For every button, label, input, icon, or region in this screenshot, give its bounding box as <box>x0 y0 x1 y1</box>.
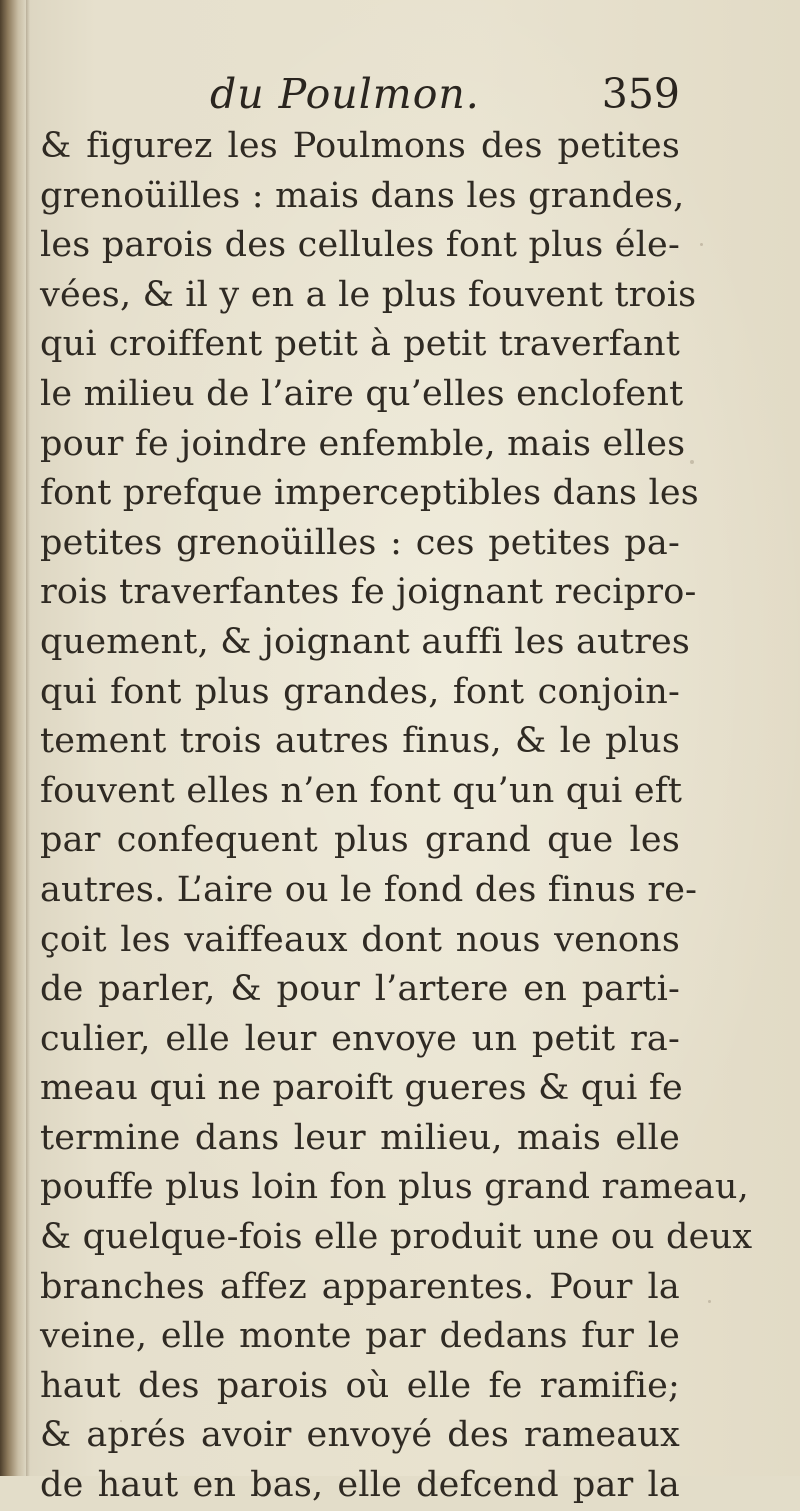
text-line: haut des parois où elle fe ramifie; <box>40 1365 680 1406</box>
text-line: fouvent elles n’en font qu’un qui eft <box>40 770 683 811</box>
text-line: font prefque imperceptibles dans les <box>40 473 699 514</box>
text-line: qui croiffent petit à petit traverfant <box>40 324 680 365</box>
text-line: grenoüilles : mais dans les grandes, <box>40 175 685 216</box>
text-line: & quelque-fois elle produit une ou deux <box>40 1217 753 1258</box>
text-line: termine dans leur milieu, mais elle <box>40 1117 680 1158</box>
running-title: du Poulmon. <box>210 70 480 118</box>
text-line: tement trois autres finus, & le plus <box>40 721 680 762</box>
paper-speck <box>700 243 703 246</box>
text-line: petites grenoüilles : ces petites pa- <box>40 522 680 563</box>
text-line: par confequent plus grand que les <box>40 820 680 861</box>
binding-gutter <box>0 0 26 1476</box>
text-line: veine, elle monte par dedans fur le <box>40 1316 680 1357</box>
text-line: meau qui ne paroift gueres & qui fe <box>40 1068 683 1109</box>
text-line: le milieu de l’aire qu’elles enclofent <box>40 373 684 414</box>
text-line: vées, & il y en a le plus fouvent trois <box>40 274 697 315</box>
text-line: culier, elle leur envoye un petit ra- <box>40 1018 680 1059</box>
text-line: qui font plus grandes, font conjoin- <box>40 671 680 712</box>
text-line: de parler, & pour l’artere en parti- <box>40 969 680 1010</box>
text-line: quement, & joignant auffi les autres <box>40 621 691 662</box>
text-line: & figurez les Poulmons des petites <box>40 126 680 166</box>
text-line: branches affez apparentes. Pour la <box>40 1266 680 1307</box>
text-line: autres. L’aire ou le fond des finus re- <box>40 869 698 910</box>
text-line: pouffe plus loin fon plus grand rameau, <box>40 1167 749 1208</box>
page-number: 359 <box>601 70 680 118</box>
binding-edge <box>26 0 30 1476</box>
text-line: çoit les vaiffeaux dont nous venons <box>40 919 680 960</box>
running-head <box>210 66 680 122</box>
text-line: pour fe joindre enfemble, mais elles <box>40 423 686 464</box>
paper-speck <box>708 1300 711 1303</box>
paper-speck <box>690 460 694 464</box>
text-line: les parois des cellules font plus éle- <box>40 225 680 266</box>
paper-speck <box>120 1420 122 1422</box>
text-line: rois traverfantes fe joignant recipro- <box>40 572 697 613</box>
text-line: & aprés avoir envoyé des rameaux <box>40 1415 680 1456</box>
text-line: de haut en bas, elle defcend par la <box>40 1465 680 1506</box>
body-text <box>40 122 753 1511</box>
